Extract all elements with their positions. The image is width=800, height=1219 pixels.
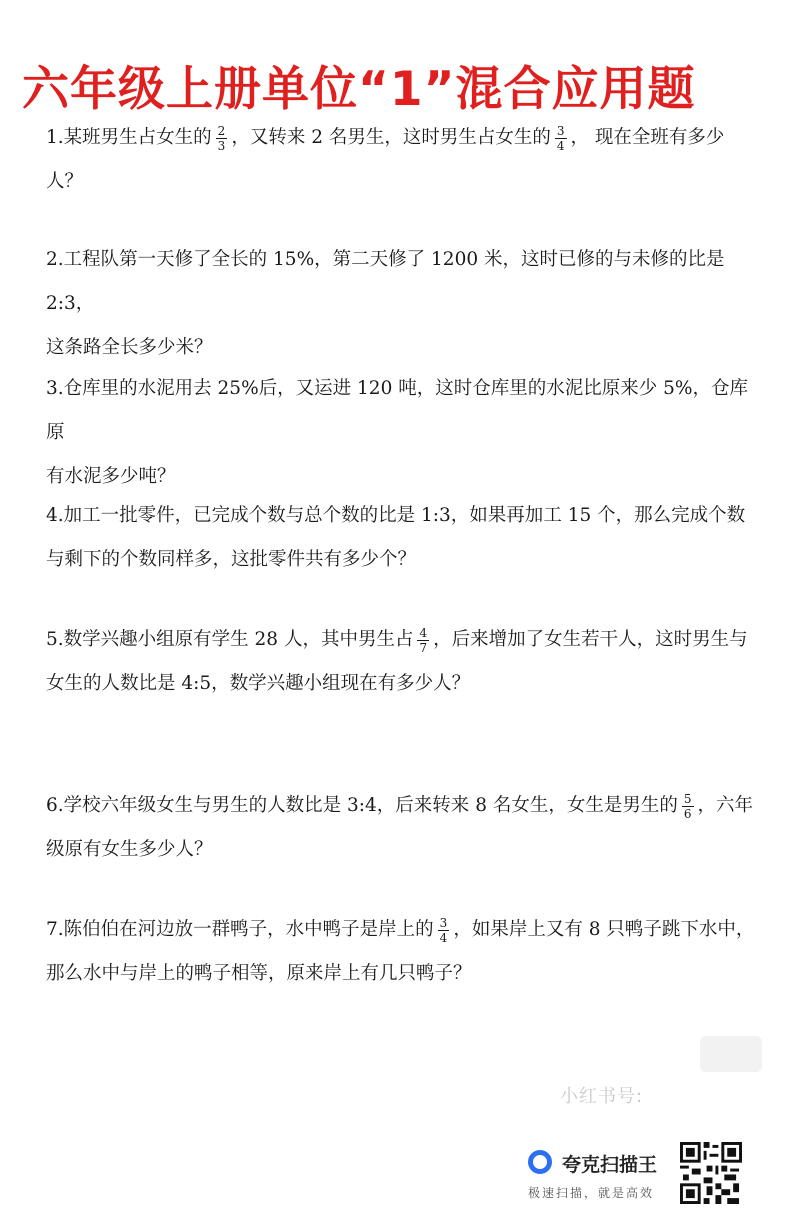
- qr-code-icon[interactable]: [680, 1142, 742, 1204]
- question-5-line-1: 5.数学兴趣小组原有学生 28 人，其中男生占 $\frac{4}{7}$ ，后来增加了女生若干人，这时男生与: [46, 625, 748, 655]
- question-2: [46, 238, 766, 370]
- question-3-line-2: 有水泥多少吨？: [46, 466, 176, 487]
- fraction-4-7: $\frac{4}{7}$: [419, 625, 428, 655]
- question-7: [46, 908, 766, 996]
- fraction-2-3: $\frac{2}{3}$: [217, 123, 226, 153]
- question-7-line-2: 那么水中与岸上的鸭子相等，原来岸上有几只鸭子？: [46, 963, 472, 984]
- question-2-line-1: 2.工程队第一天修了全长的 15%，第二天修了 1200 米，这时已修的与未修的比是 2:3，: [46, 249, 725, 314]
- question-4-line-2: 与剩下的个数同样多，这批零件共有多少个？: [46, 549, 417, 570]
- question-2-line-2: 这条路全长多少米？: [46, 337, 213, 358]
- question-6-line-1: 6.学校六年级女生与男生的人数比是 3:4，后来转来 8 名女生，女生是男生的 $\frac{5}{6}$ ，六年: [46, 791, 754, 821]
- watermark-blur: [700, 1036, 762, 1072]
- quark-logo-icon: [528, 1150, 552, 1174]
- fraction-3-4-ducks: $\frac{3}{4}$: [439, 915, 448, 945]
- question-3-line-1: 3.仓库里的水泥用去 25%后，又运进 120 吨，这时仓库里的水泥比原来少 5%，仓库原: [46, 378, 748, 443]
- question-4: [46, 494, 766, 582]
- question-6-line-2: 级原有女生多少人？: [46, 839, 213, 860]
- question-6: [46, 784, 766, 872]
- scanner-name: 夸克扫描王: [562, 1154, 658, 1176]
- question-4-line-1: 4.加工一批零件，已完成个数与总个数的比是 1:3，如果再加工 15 个，那么完成个数: [46, 505, 746, 526]
- page-title: 六年级上册单位“1”混合应用题: [22, 62, 696, 117]
- question-1: [46, 116, 766, 204]
- question-5-line-2: 女生的人数比是 4:5，数学兴趣小组现在有多少人？: [46, 673, 471, 694]
- scanner-slogan: 极速扫描，就是高效: [528, 1186, 655, 1200]
- watermark-text: 小红书号:: [560, 1086, 644, 1107]
- question-1-line-2: 人？: [46, 171, 84, 192]
- question-5: [46, 618, 766, 706]
- fraction-3-4: $\frac{3}{4}$: [556, 123, 565, 153]
- fraction-5-6: $\frac{5}{6}$: [683, 791, 692, 821]
- scanner-badge[interactable]: [528, 1146, 678, 1202]
- question-3: [46, 367, 766, 499]
- question-7-line-1: 7.陈伯伯在河边放一群鸭子，水中鸭子是岸上的 $\frac{3}{4}$ ，如果岸上又有 8 只鸭子跳下水中，: [46, 915, 755, 945]
- question-1-line-1: 1.某班男生占女生的 $\frac{2}{3}$ ，又转来 2 名男生，这时男生占女生的 $\frac{3}{4}$ ， 现在全班有多少: [46, 123, 725, 153]
